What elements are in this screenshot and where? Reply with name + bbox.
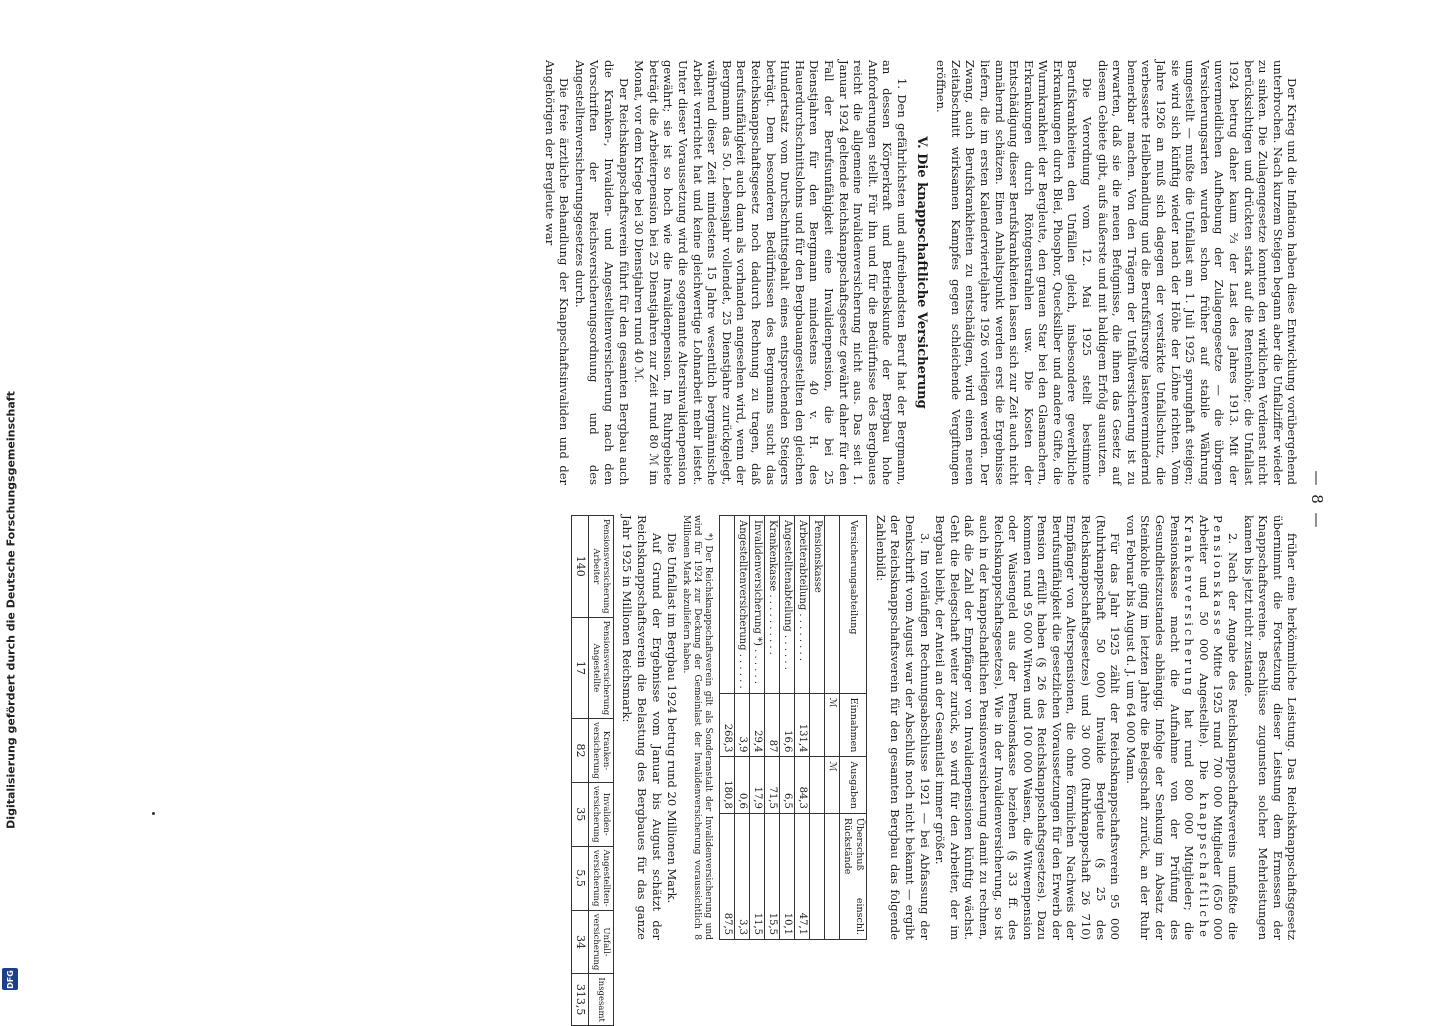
table-total-cell: 180,8 — [720, 757, 735, 813]
table-cell: 17 — [571, 617, 588, 719]
table-row — [750, 516, 765, 940]
paragraph: Die Unfallast im Bergbau 1924 betrug rund 20 Millionen Mark. — [665, 533, 680, 904]
table-cell: 15,5 — [765, 813, 780, 939]
right-column — [541, 515, 1300, 1022]
paragraph: 3. Im vorläufigen Rechnungsabschlusse 1921 — bei Abfassung der Denkschrift vom August war der Abschluß noch nicht bekannt — ergibt der Reichsknappschaftsverein für den gesamten Bergbau das folgende Zahlenbild: — [873, 515, 932, 940]
spaced-term: Pensionskasse — [1211, 515, 1226, 638]
paragraph: Auf Grund der Ergebnisse vom Januar bis August schätzt der Reichsknappschaftsverein die Belastung des Bergbaues für das ganze Jahr 1925 in Millionen Reichsmark: — [620, 515, 664, 940]
table-cell: Angestelltenabteilung . . . . . . — [780, 516, 795, 694]
table-cell: 71,5 — [765, 757, 780, 813]
table-row — [795, 516, 810, 940]
paragraph: Für das Jahr 1925 zählt der Reichsknappschaftsverein 95 000 (Ruhrknappschaft 50 000) Invalide Bergleute (§ 25 des Reichsknappschaftsgesetzes) und 30 000 (Ruhrknappschaft 26 710) Empfänger von Alterspensionen, die ohne förmlichen Nachweis der Berufsunfähigkeit die gesetzlichen Voraussetzungen für den Erwerb der Pension erfüllt haben (§ 26 des Reichsknappschaftsgesetzes). Dazu kommen rund 95 000 Witwen und 100 000 Waisen, die Witwenpension oder Waisengeld aus der Pensionskasse beziehen (§ 33 ff. des Reichsknappschaftsgesetzes). Wie in der Invalidenversicherung, so ist auch in der knappschaftlichen Pensionsversicherung damit zu rechnen, daß die Zahl der Empfänger von Invalidenpensionen künftig wächst. Geht die Belegschaft weiter zurück, so wird für den Arbeiter, der im Bergbau bleibt, der Anteil an der Gesamtlast immer größer. — [933, 515, 1123, 940]
dfg-logo-icon: DFG — [2, 968, 18, 990]
paragraph: 2. Nach der Angabe des Reichsknappschaftsvereins umfaßte die Pensionskasse Mitte 1925 rund 700 000 Mitglieder (650 000 Arbeiter und 50 000 Angestellte). Die knappschaftliche Krankenversicherung hat rund 800 000 Mitglieder; die Pensionskasse macht die Aufnahme von der Prüfung des Gesundheitszustandes abhängig. Infolge der Senkung im Absatz der Steinkohle ging im letzten Jahre die Belegschaft zurück, an der Ruhr von Februar bis August d. J. um 64 000 Mann. — [1123, 515, 1241, 940]
table-cell: 131,4 — [795, 693, 810, 757]
paragraph: früher eine herkömmliche Leistung. Das Reichsknappschaftsgesetz übernimmt die Fortsetzung dieser Leistung dem Ermessen der Knappschaftsvereine. Beschlüsse zugunsten solcher Mehrleistungen kamen bis jetzt nicht zustande. — [1241, 515, 1300, 940]
table-header: Überschuß einschl. Rückstände — [840, 813, 867, 939]
credit-strip — [0, 0, 22, 1000]
table-cell: 5,5 — [571, 846, 588, 910]
table-header: Angestellten-versicherung — [588, 846, 613, 910]
paragraph: 1. Den gefährlichsten und aufreibendsten Beruf hat der Bergmann, an dessen Körperkraft und Betriebskunde der Bergbau hohe Anforderungen stellt. Für ihn und für die Bedürfnisse des Bergbaues reicht die allgemeine Invalidenversicherung nicht aus. Das seit 1. Januar 1924 geltende Reichsknappschaftsgesetz gewährt daher für den Fall der Berufsunfähigkeit eine Invalidenpension, die bei 25 Dienstjahren für den Bergmann mindestens 40 v. H. des Hauerdurchschnittslohns und für den Bergbauangestellten den gleichen Hundertsatz vom Durchschnittsgehalt eines entsprechenden Steigers beträgt. Dem besonderen Bedürfnissen des Bergmanns sucht das Reichsknappschaftsgesetz noch dadurch Rechnung zu tragen, daß Berufsunfähigkeit auch dann als vorhanden angesehen wird, wenn der Bergmann das 50. Lebensjahr vollendet, 25 Dienstjahre zurückgelegt, während dieser Zeit mindestens 15 Jahre wesentlich bergmännische Arbeit verrichtet hat und keine gleichwertige Lohnarbeit mehr leistet. Unter dieser Voraussetzung wird die sogenannte Altersinvalidenpension gewährt; sie ist so hoch wie die Invalidenpension. Im Ruhrgebiete beträgt die Arbeiterpension bei 25 Dienstjahren zur Zeit rund 80 ℳ im Monat, vor dem Kriege bei 30 Dienstjahren rund 40 ℳ. — [632, 60, 909, 485]
table-cell — [810, 693, 825, 757]
table-header: Insgesamt — [588, 974, 613, 1026]
paragraph: Die Verordnung vom 12. Mai 1925 stellt bestimmte Berufskrankheiten den Unfällen gleich, insbesondere gewerbliche Erkrankungen durch Blei, Phosphor, Quecksilber und andere Gifte, die Wurmkrankheit der Bergleute, den grauen Star bei den Glasmachern, Erkrankungen durch Röntgenstrahlen usw. Die Kosten der Entschädigung dieser Berufskrankheiten lassen sich zur Zeit auch nicht annähernd schätzen. Einen Anhaltspunkt werden erst die Ergebnisse liefern, die im ersten Kalendervierteljahre 1926 vorliegen werden. Der Zwang, auch Berufskrankheiten zu entschädigen, wird einen neuen Zeitabschnitt wirksamen Kampfes gegen schleichende Vergiftungen eröffnen. — [934, 60, 1095, 485]
paragraph: Der Krieg und die Inflation haben diese Entwicklung vorübergehend unterbrochen. Nach kurzem Steigen begann aber die Unfallziffer wieder zu sinken. Die Zulagengesetze konnten den wirklichen Verdienst nicht berücksichtigen und drückten stark auf die Rentenhöhe; die Unfallast 1924 betrug daher kaum ⅔ der Last des Jahres 1913. Mit der unvermeidlichen Aufhebung der Zulagengesetze — die übrigen Versicherungsarten wurden schon früher auf stabile Währung umgestellt — mußte die Unfallast am 1. Juli 1925 sprunghaft steigen; sie wird sich künftig wieder nach der Höhe der Löhne richten. Vom Jahre 1926 an muß sich dagegen der verstärkte Unfallschutz, die verbesserte Heilbehandlung und die Berufsfürsorge lastenvermindernd bemerkbar machen. Von den Trägern der Unfallversicherung ist zu erwarten, daß sie die neuen Befugnisse, die ihnen das Gesetz auf diesem Gebiete gibt, aufs äußerste und mit baldigem Erfolg ausnutzen. — [1095, 60, 1300, 485]
table-header: Kranken-versicherung — [588, 719, 613, 783]
table-header: Invaliden-versicherung — [588, 782, 613, 846]
section-heading: V. Die knappschaftliche Versicherung — [913, 136, 929, 409]
table-cell: Invalidenversicherung *) . . . . . . — [750, 516, 765, 694]
finance-table — [719, 515, 867, 940]
digitization-credit: Digitalisierung gefördert durch die Deutsche Forschungsgemeinschaft — [4, 391, 18, 829]
table-cell: 47,1 — [795, 813, 810, 939]
table-cell: Angestelltenversicherung . . . . . . — [735, 516, 750, 694]
table-unit — [825, 516, 840, 694]
table-cell: 313,5 — [571, 974, 588, 1026]
table-total-row — [720, 516, 735, 940]
page-number: — 8 — — [1308, 470, 1326, 530]
table-total-cell: 268,3 — [720, 693, 735, 757]
footnote: *) Der Reichsknappschaftsverein gilt als Sonderanstalt der Invalidenversicherung und wird für 1924 zur Deckung der Gemeinlast der Invalidenversicherung voraussichtlich 8 Millionen Mark abzuliefern haben. — [681, 515, 714, 940]
table-cell: Krankenkasse . . . . . . . . . . — [765, 516, 780, 694]
table-cell: 10,1 — [780, 813, 795, 939]
table-cell: 34 — [571, 910, 588, 974]
table-cell: 29,4 — [750, 693, 765, 757]
table-cell — [810, 813, 825, 939]
table-cell: 140 — [571, 516, 588, 618]
paragraph: Der Reichsknappschaftsverein führt für den gesamten Bergbau auch die Kranken-, Invaliden- und Angestelltenversicherung nach den Vorschriften der Reichsversicherungsordnung und des Angestelltenversicherungsgesetzes durch. — [572, 60, 631, 485]
table-row — [765, 516, 780, 940]
table-row — [735, 516, 750, 940]
table-header: Versicherungsabteilung — [840, 516, 867, 694]
table-cell: 84,3 — [795, 757, 810, 813]
table-header: Pensionsversicherung Angestellte — [588, 617, 613, 719]
left-column — [541, 60, 1299, 485]
table-cell: 87 — [765, 693, 780, 757]
table-cell: 6,5 — [780, 757, 795, 813]
scanned-page — [92, 20, 1342, 1022]
table-cell: 17,9 — [750, 757, 765, 813]
table-unit — [825, 813, 840, 939]
spaced-term: knappschaftliche Krankenversicherung — [1182, 515, 1211, 940]
paragraph: Die freie ärztliche Behandlung der Knappschaftsinvaliden und der Angehörigen der Bergleute war — [542, 60, 572, 485]
table-row — [810, 516, 825, 940]
table-cell: 35 — [571, 782, 588, 846]
table-cell — [720, 516, 735, 694]
table-cell: 3,9 — [735, 693, 750, 757]
table-cell: 11,5 — [750, 813, 765, 939]
table-cell: 0,6 — [735, 757, 750, 813]
table-unit: ℳ — [825, 757, 840, 813]
table-header: Ausgaben — [840, 757, 867, 813]
table-cell: Pensionskasse — [810, 516, 825, 694]
table-cell: 3,3 — [735, 813, 750, 939]
table-header: Unfall-versicherung — [588, 910, 613, 974]
table-header: Einnahmen — [840, 693, 867, 757]
table-total-cell: 87,5 — [720, 813, 735, 939]
table-header: Pensionsversicherung Arbeiter — [588, 516, 613, 618]
table-cell: 16,6 — [780, 693, 795, 757]
table-row — [780, 516, 795, 940]
table-unit: ℳ — [825, 693, 840, 757]
table-cell: Arbeiterabteilung . . . . . . . . — [795, 516, 810, 694]
table-cell — [810, 757, 825, 813]
burden-table — [571, 515, 614, 1026]
table-cell: 82 — [571, 719, 588, 783]
